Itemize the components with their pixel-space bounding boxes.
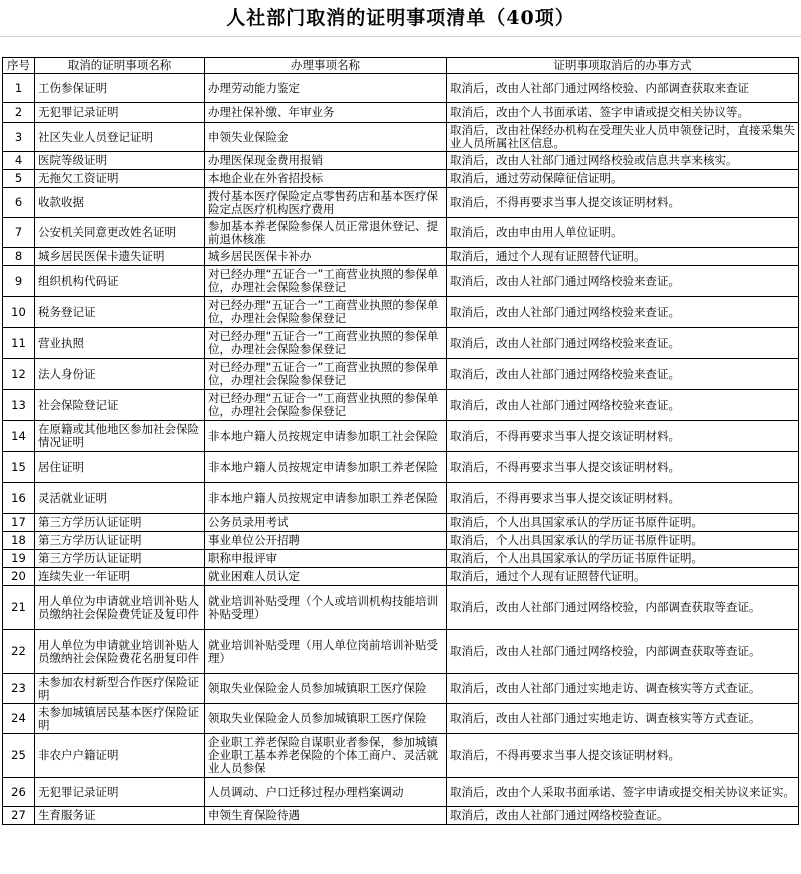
cell-item: 非本地户籍人员按规定申请参加职工养老保险 <box>205 483 447 514</box>
cell-cert: 组织机构代码证 <box>35 266 205 297</box>
cell-item: 申领生育保险待遇 <box>205 807 447 825</box>
table-row <box>3 483 799 514</box>
cell-no: 12 <box>3 359 35 390</box>
cell-cert: 医院等级证明 <box>35 152 205 170</box>
table-row <box>3 266 799 297</box>
cell-item: 就业培训补贴受理（用人单位岗前培训补贴受理） <box>205 630 447 674</box>
cell-method: 取消后，通过劳动保障征信证明。 <box>447 170 799 188</box>
table-row <box>3 630 799 674</box>
table-row <box>3 514 799 532</box>
cell-cert: 用人单位为申请就业培训补贴人员缴纳社会保险费花名册复印件 <box>35 630 205 674</box>
table-row <box>3 390 799 421</box>
cell-method: 取消后，改由人社部门通过网络校验、内部调查获取来查证 <box>447 74 799 103</box>
cell-method: 取消后，改由人社部门通过网络校验来查证。 <box>447 297 799 328</box>
table-row <box>3 807 799 825</box>
cell-cert: 社会保险登记证 <box>35 390 205 421</box>
cell-method: 取消后，改由人社部门通过网络校验，内部调查获取等查证。 <box>447 586 799 630</box>
cell-cert: 在原籍或其他地区参加社会保险情况证明 <box>35 421 205 452</box>
cell-no: 6 <box>3 188 35 218</box>
cell-item: 城乡居民医保卡补办 <box>205 248 447 266</box>
cell-method: 取消后，个人出具国家承认的学历证书原件证明。 <box>447 514 799 532</box>
table-header-row <box>3 58 799 74</box>
cell-method: 取消后，不得再要求当事人提交该证明材料。 <box>447 452 799 483</box>
table-row <box>3 421 799 452</box>
cell-cert: 法人身份证 <box>35 359 205 390</box>
cell-item: 事业单位公开招聘 <box>205 532 447 550</box>
cell-item: 对已经办理“五证合一”工商营业执照的参保单位，办理社会保险参保登记 <box>205 328 447 359</box>
cell-item: 企业职工养老保险自谋职业者参保，参加城镇企业职工基本养老保险的个体工商户、灵活就业人员参保 <box>205 734 447 778</box>
cell-cert: 社区失业人员登记证明 <box>35 123 205 152</box>
cell-no: 24 <box>3 704 35 734</box>
table-row <box>3 778 799 807</box>
cell-no: 8 <box>3 248 35 266</box>
cell-no: 10 <box>3 297 35 328</box>
cell-no: 1 <box>3 74 35 103</box>
cell-cert: 第三方学历认证证明 <box>35 514 205 532</box>
cell-cert: 连续失业一年证明 <box>35 568 205 586</box>
cell-method: 取消后，改由人社部门通过网络校验，内部调查获取等查证。 <box>447 630 799 674</box>
cell-cert: 灵活就业证明 <box>35 483 205 514</box>
cell-item: 公务员录用考试 <box>205 514 447 532</box>
cell-cert: 公安机关同意更改姓名证明 <box>35 218 205 248</box>
cell-method: 取消后，改由人社部门通过实地走访、调查核实等方式查证。 <box>447 704 799 734</box>
cell-method: 取消后，改由社保经办机构在受理失业人员申领登记时，直接采集失业人员所属社区信息。 <box>447 123 799 152</box>
column-header-item: 办理事项名称 <box>205 58 447 74</box>
table-row <box>3 74 799 103</box>
cell-item: 人员调动、户口迁移过程办理档案调动 <box>205 778 447 807</box>
table-row <box>3 359 799 390</box>
cell-item: 办理社保补缴、年审业务 <box>205 103 447 123</box>
cell-no: 26 <box>3 778 35 807</box>
cell-no: 16 <box>3 483 35 514</box>
cell-no: 20 <box>3 568 35 586</box>
table-row <box>3 328 799 359</box>
table-row <box>3 532 799 550</box>
table-row <box>3 734 799 778</box>
table-row <box>3 452 799 483</box>
cell-item: 办理劳动能力鉴定 <box>205 74 447 103</box>
cell-no: 13 <box>3 390 35 421</box>
cell-item: 办理医保现金费用报销 <box>205 152 447 170</box>
cell-cert: 生育服务证 <box>35 807 205 825</box>
table-row <box>3 188 799 218</box>
table-row <box>3 550 799 568</box>
cell-no: 18 <box>3 532 35 550</box>
cell-item: 本地企业在外省招投标 <box>205 170 447 188</box>
cell-method: 取消后，改由人社部门通过网络校验查证。 <box>447 807 799 825</box>
cell-item: 就业困难人员认定 <box>205 568 447 586</box>
table-row <box>3 123 799 152</box>
table-row <box>3 248 799 266</box>
cell-item: 就业培训补贴受理（个人或培训机构技能培训补贴受理） <box>205 586 447 630</box>
table-row <box>3 103 799 123</box>
blank-row <box>0 36 801 58</box>
cell-no: 9 <box>3 266 35 297</box>
cell-method: 取消后，个人出具国家承认的学历证书原件证明。 <box>447 532 799 550</box>
cell-method: 取消后，改由个人采取书面承诺、签字申请或提交相关协议来证实。 <box>447 778 799 807</box>
cell-method: 取消后，改由人社部门通过网络校验或信息共享来核实。 <box>447 152 799 170</box>
cell-method: 取消后，不得再要求当事人提交该证明材料。 <box>447 188 799 218</box>
column-header-cert: 取消的证明事项名称 <box>35 58 205 74</box>
cell-method: 取消后，改由个人书面承诺、签字申请或提交相关协议等。 <box>447 103 799 123</box>
cell-cert: 无犯罪记录证明 <box>35 103 205 123</box>
cell-cert: 未参加城镇居民基本医疗保险证明 <box>35 704 205 734</box>
cell-no: 27 <box>3 807 35 825</box>
cell-cert: 非农户户籍证明 <box>35 734 205 778</box>
cell-item: 非本地户籍人员按规定申请参加职工社会保险 <box>205 421 447 452</box>
cell-cert: 营业执照 <box>35 328 205 359</box>
cell-cert: 工伤参保证明 <box>35 74 205 103</box>
cell-no: 2 <box>3 103 35 123</box>
table-row <box>3 297 799 328</box>
table-row <box>3 218 799 248</box>
table-row <box>3 152 799 170</box>
cell-item: 对已经办理“五证合一”工商营业执照的参保单位，办理社会保险参保登记 <box>205 359 447 390</box>
cell-item: 领取失业保险金人员参加城镇职工医疗保险 <box>205 704 447 734</box>
certificate-list-table <box>2 57 799 825</box>
cell-item: 参加基本养老保险参保人员正常退休登记、提前退休核准 <box>205 218 447 248</box>
cell-no: 11 <box>3 328 35 359</box>
cell-cert: 税务登记证 <box>35 297 205 328</box>
cell-cert: 未参加农村新型合作医疗保险证明 <box>35 674 205 704</box>
cell-method: 取消后，改由人社部门通过网络校验来查证。 <box>447 328 799 359</box>
cell-item: 领取失业保险金人员参加城镇职工医疗保险 <box>205 674 447 704</box>
cell-cert: 第三方学历认证证明 <box>35 550 205 568</box>
cell-no: 7 <box>3 218 35 248</box>
cell-method: 取消后，改由人社部门通过网络校验来查证。 <box>447 390 799 421</box>
table-row <box>3 170 799 188</box>
cell-method: 取消后，个人出具国家承认的学历证书原件证明。 <box>447 550 799 568</box>
cell-method: 取消后，不得再要求当事人提交该证明材料。 <box>447 483 799 514</box>
cell-no: 14 <box>3 421 35 452</box>
cell-cert: 城乡居民医保卡遗失证明 <box>35 248 205 266</box>
cell-cert: 无拖欠工资证明 <box>35 170 205 188</box>
table-row <box>3 586 799 630</box>
table-row <box>3 568 799 586</box>
cell-method: 取消后，不得再要求当事人提交该证明材料。 <box>447 734 799 778</box>
cell-method: 取消后，改由人社部门通过实地走访、调查核实等方式查证。 <box>447 674 799 704</box>
cell-no: 15 <box>3 452 35 483</box>
cell-item: 拨付基本医疗保险定点零售药店和基本医疗保险定点医疗机构医疗费用 <box>205 188 447 218</box>
cell-cert: 用人单位为申请就业培训补贴人员缴纳社会保险费凭证及复印件 <box>35 586 205 630</box>
cell-method: 取消后，通过个人现有证照替代证明。 <box>447 248 799 266</box>
cell-method: 取消后，改由人社部门通过网络校验来查证。 <box>447 359 799 390</box>
cell-no: 19 <box>3 550 35 568</box>
cell-cert: 无犯罪记录证明 <box>35 778 205 807</box>
cell-item: 对已经办理“五证合一”工商营业执照的参保单位，办理社会保险参保登记 <box>205 390 447 421</box>
cell-cert: 第三方学历认证证明 <box>35 532 205 550</box>
cell-cert: 收款收据 <box>35 188 205 218</box>
cell-method: 取消后，改由申由用人单位证明。 <box>447 218 799 248</box>
page-title: 人社部门取消的证明事项清单（40项） <box>226 7 575 29</box>
table-row <box>3 704 799 734</box>
cell-no: 21 <box>3 586 35 630</box>
cell-cert: 居住证明 <box>35 452 205 483</box>
cell-no: 5 <box>3 170 35 188</box>
cell-item: 申领失业保险金 <box>205 123 447 152</box>
cell-item: 职称申报评审 <box>205 550 447 568</box>
cell-method: 取消后，通过个人现有证照替代证明。 <box>447 568 799 586</box>
cell-no: 25 <box>3 734 35 778</box>
column-header-method: 证明事项取消后的办事方式 <box>447 58 799 74</box>
cell-no: 17 <box>3 514 35 532</box>
cell-no: 23 <box>3 674 35 704</box>
cell-item: 非本地户籍人员按规定申请参加职工养老保险 <box>205 452 447 483</box>
table-row <box>3 674 799 704</box>
cell-method: 取消后，不得再要求当事人提交该证明材料。 <box>447 421 799 452</box>
cell-item: 对已经办理“五证合一”工商营业执照的参保单位，办理社会保险参保登记 <box>205 266 447 297</box>
cell-item: 对已经办理“五证合一”工商营业执照的参保单位，办理社会保险参保登记 <box>205 297 447 328</box>
cell-no: 3 <box>3 123 35 152</box>
cell-no: 4 <box>3 152 35 170</box>
column-header-no: 序号 <box>3 58 35 74</box>
cell-no: 22 <box>3 630 35 674</box>
cell-method: 取消后，改由人社部门通过网络校验来查证。 <box>447 266 799 297</box>
